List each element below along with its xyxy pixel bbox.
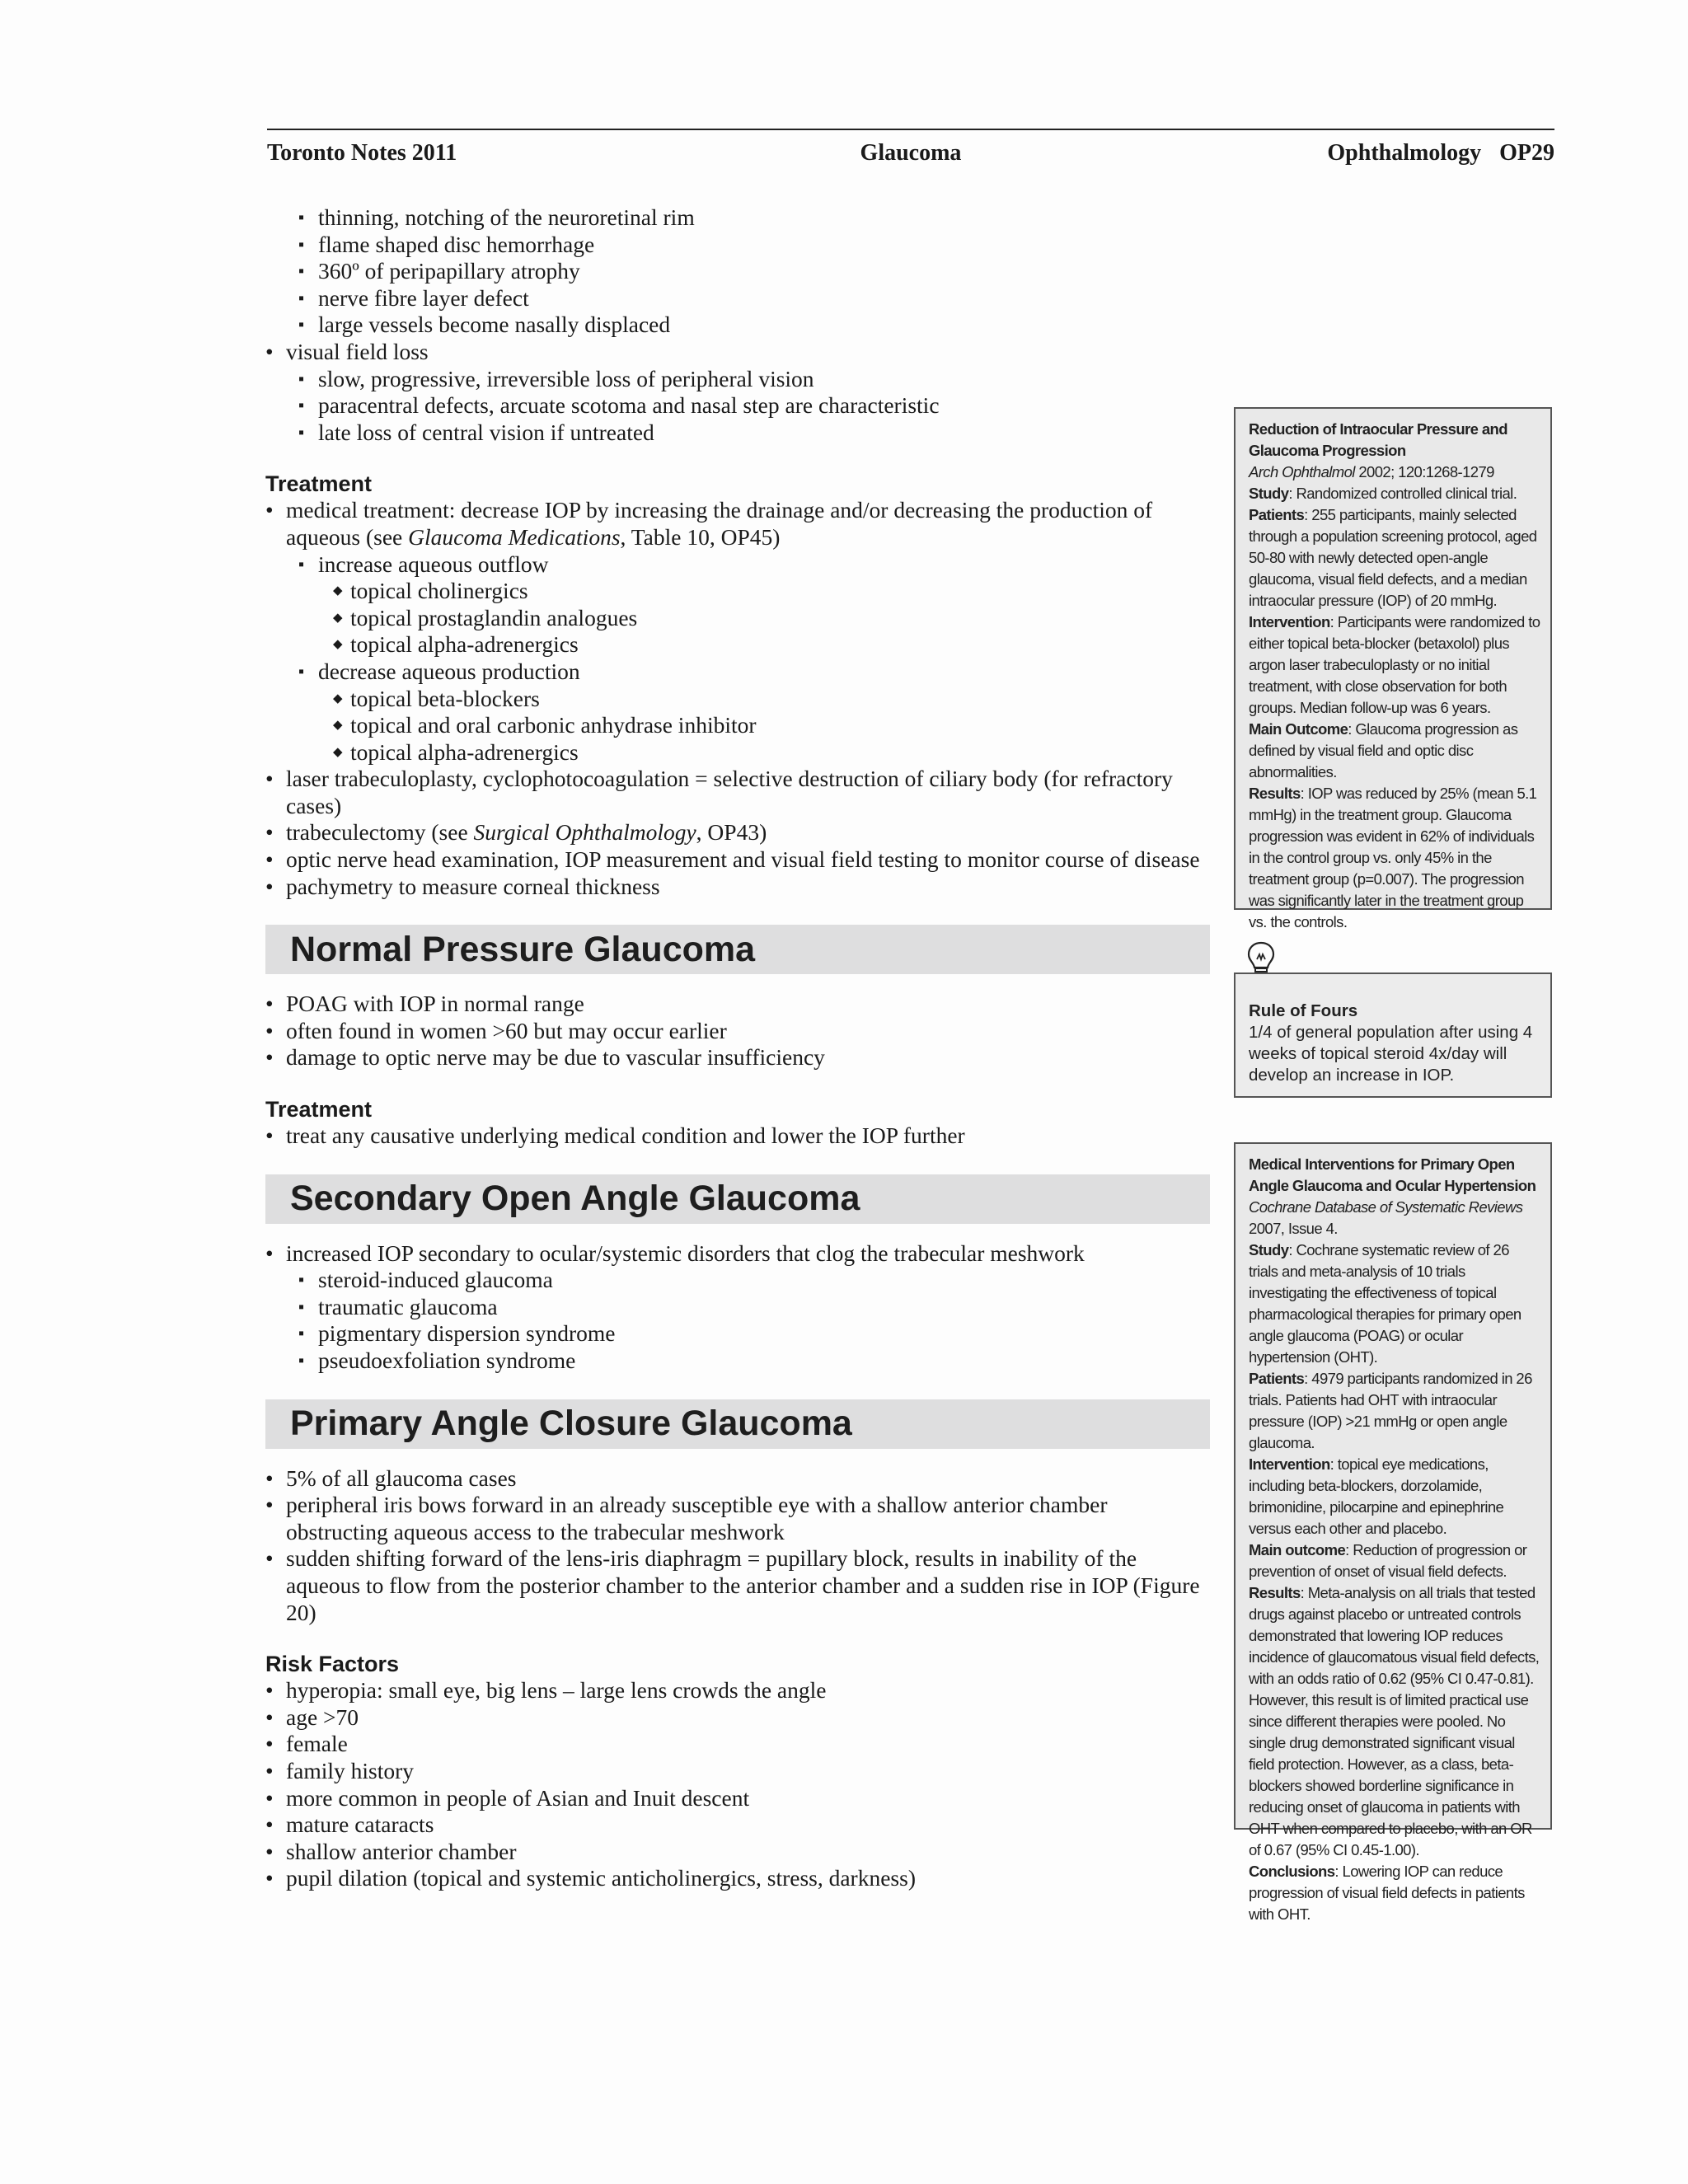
list-item: ▪ thinning, notching of the neuroretinal rim — [265, 204, 1212, 232]
citation-detail: 2002; 120:1268-1279 — [1354, 463, 1494, 480]
main-column — [265, 204, 1212, 1892]
value: : Participants were randomized to either topical beta-blocker (betaxolol) plus argon laser trabeculoplasty or no initial treatment, with close observation for both groups. Median follow-up was 6 years. — [1249, 613, 1540, 716]
list-item: • POAG with IOP in normal range — [265, 991, 1212, 1018]
optic-disc-findings — [265, 204, 1212, 446]
risk-factors-heading: Risk Factors — [265, 1652, 400, 1677]
list-item: ◆ topical alpha-adrenergics — [265, 739, 1212, 766]
list-item: • pachymetry to measure corneal thickness — [265, 874, 1212, 901]
box-body: 1/4 of general population after using 4 weeks of topical steroid 4x/day will develop an increase in IOP. — [1249, 1023, 1533, 1085]
list-item: • hyperopia: small eye, big lens – large lens crowds the angle — [265, 1677, 1212, 1704]
evidence-box-iop-reduction — [1234, 407, 1552, 930]
value: : 255 participants, mainly selected through a population screening protocol, aged 50-80 with newly detected open-angle glaucoma, visual field defects, and a median intraocular pressure (IOP) of 20 mmHg. — [1249, 506, 1537, 609]
list-item: • treat any causative underlying medical condition and lower the IOP further — [265, 1122, 1212, 1150]
label: Study — [1249, 1241, 1289, 1258]
list-item: ▪ decrease aqueous production — [265, 658, 1212, 686]
value: : Lowering IOP can reduce progression of visual field defects in patients with OHT. — [1249, 1863, 1525, 1923]
value: : Reduction of progression or prevention of onset of visual field defects. — [1249, 1541, 1527, 1580]
box-results — [1249, 783, 1540, 933]
value: : Randomized controlled clinical trial. — [1288, 485, 1517, 502]
box-patients — [1249, 504, 1540, 612]
list-item: ▪ traumatic glaucoma — [265, 1294, 1212, 1321]
label: Results — [1249, 1584, 1301, 1601]
list-item: • peripheral iris bows forward in an already susceptible eye with a shallow anterior chamber obstructing aqueous access to the trabecular meshwork — [265, 1492, 1212, 1545]
tip-box-rule-of-fours — [1234, 972, 1552, 1098]
list-item: ▪ 360º of peripapillary atrophy — [265, 258, 1212, 285]
list-item: • damage to optic nerve may be due to vascular insufficiency — [265, 1044, 1212, 1071]
cross-reference: Glaucoma Medications — [408, 523, 621, 550]
cross-reference: Surgical Ophthalmology — [473, 819, 696, 846]
journal-name: Arch Ophthalmol — [1249, 463, 1355, 480]
box-intervention — [1249, 612, 1540, 719]
section-title: Primary Angle Closure Glaucoma — [290, 1404, 852, 1444]
value: : IOP was reduced by 25% (mean 5.1 mmHg) in the treatment group. Glaucoma progression was evident in 62% of individuals in the control group vs. only 45% in the treatment group (p=0.007). The progression was significantly later in the treatment group vs. the controls. — [1249, 785, 1537, 930]
list-item: ◆ topical beta-blockers — [265, 686, 1212, 713]
list-item — [265, 819, 1212, 846]
book-title: Toronto Notes 2011 — [267, 140, 457, 166]
list-item: • family history — [265, 1758, 1212, 1785]
list-item: ▪ pigmentary dispersion syndrome — [265, 1320, 1212, 1347]
list-item: ▪ large vessels become nasally displaced — [265, 312, 1212, 339]
pacg-list — [265, 1465, 1212, 1627]
box-title: Reduction of Intraocular Pressure and Glaucoma Progression — [1249, 420, 1507, 459]
label: Intervention — [1249, 1455, 1330, 1473]
section-heading-pacg — [265, 1399, 1210, 1449]
value: : topical eye medications, including beta-blockers, dorzolamide, brimonidine, pilocarpine and epinephrine versus each other and placebo. — [1249, 1455, 1504, 1537]
list-item: ▪ increase aqueous outflow — [265, 551, 1212, 579]
label: Intervention — [1249, 613, 1330, 630]
header-rule — [267, 129, 1554, 130]
running-header — [267, 140, 1554, 173]
label: Conclusions — [1249, 1863, 1335, 1880]
poag-treatment-list — [265, 497, 1212, 900]
section-heading-npg — [265, 925, 1210, 974]
list-item: • increased IOP secondary to ocular/systemic disorders that clog the trabecular meshwork — [265, 1240, 1212, 1268]
page-label — [1327, 140, 1554, 166]
list-item: • 5% of all glaucoma cases — [265, 1465, 1212, 1493]
label: Main Outcome — [1249, 720, 1348, 738]
label: Patients — [1249, 1370, 1305, 1387]
list-item: • laser trabeculoplasty, cyclophotocoagulation = selective destruction of ciliary body (for refractory cases) — [265, 766, 1212, 819]
medical-text: medical treatment: decrease IOP by increasing the drainage and/or decreasing the production of aqueous (see — [286, 497, 1153, 550]
label: Patients — [1249, 506, 1305, 523]
list-item: • female — [265, 1731, 1212, 1758]
list-item: • age >70 — [265, 1704, 1212, 1732]
value: : 4979 participants randomized in 26 trials. Patients had OHT with intraocular pressure (IOP) >21 mmHg or open angle glaucoma. — [1249, 1370, 1532, 1451]
box-conclusions — [1249, 1861, 1540, 1925]
page-number: OP29 — [1499, 140, 1554, 166]
section-heading-soag — [265, 1174, 1210, 1224]
box-citation — [1249, 1197, 1540, 1240]
treatment-heading: Treatment — [265, 1097, 373, 1122]
list-item: ◆ topical alpha-adrenergics — [265, 631, 1212, 658]
risk-factors-list — [265, 1677, 1212, 1892]
box-study — [1249, 1240, 1540, 1368]
box-intervention — [1249, 1454, 1540, 1540]
list-item: • sudden shifting forward of the lens-iris diaphragm = pupillary block, results in inability of the aqueous to flow from the posterior chamber to the anterior chamber and a sudden rise in IOP (Figure 20) — [265, 1545, 1212, 1626]
section-title: Secondary Open Angle Glaucoma — [290, 1179, 860, 1219]
list-item: ▪ flame shaped disc hemorrhage — [265, 232, 1212, 259]
list-item: • more common in people of Asian and Inuit descent — [265, 1785, 1212, 1812]
list-item: ◆ topical and oral carbonic anhydrase inhibitor — [265, 712, 1212, 739]
soag-list — [265, 1240, 1212, 1375]
list-item: ◆ topical prostaglandin analogues — [265, 605, 1212, 632]
treatment-heading: Treatment — [265, 471, 373, 497]
list-item: ▪ pseudoexfoliation syndrome — [265, 1347, 1212, 1375]
list-item: ▪ paracentral defects, arcuate scotoma and nasal step are characteristic — [265, 392, 1212, 419]
list-item: • shallow anterior chamber — [265, 1839, 1212, 1866]
label: Results — [1249, 785, 1301, 802]
label: Main outcome — [1249, 1541, 1346, 1558]
box-citation — [1249, 462, 1540, 483]
label: Study — [1249, 485, 1289, 502]
box-title: Medical Interventions for Primary Open Angle Glaucoma and Ocular Hypertension — [1249, 1155, 1536, 1194]
box-outcome — [1249, 1540, 1540, 1582]
value: : Meta-analysis on all trials that tested drugs against placebo or untreated controls demonstrated that lowering IOP reduces incidence of glaucomatous visual field defects, with an odds ratio of 0.62 (95% CI 0.47-0.81). However, this result is of limited practical use since different therapies were pooled. No single drug demonstrated significant visual field protection. However, as a class, beta-blockers showed borderline significance in reducing onset of glaucoma in patients with OHT when compared to placebo, with an OR of 0.67 (95% CI 0.45-1.00). — [1249, 1584, 1540, 1858]
journal-name: Cochrane Database of Systematic Reviews — [1249, 1198, 1523, 1216]
citation-detail: 2007, Issue 4. — [1249, 1220, 1338, 1237]
box-outcome — [1249, 719, 1540, 783]
list-item: ▪ steroid-induced glaucoma — [265, 1267, 1212, 1294]
list-item: ▪ slow, progressive, irreversible loss of peripheral vision — [265, 366, 1212, 393]
list-item: ◆ topical cholinergics — [265, 578, 1212, 605]
trab-text-end: , OP43) — [696, 819, 767, 846]
chapter-title: Glaucoma — [860, 140, 962, 166]
list-item: • pupil dilation (topical and systemic anticholinergics, stress, darkness) — [265, 1865, 1212, 1892]
box-results — [1249, 1582, 1540, 1861]
list-item: • optic nerve head examination, IOP measurement and visual field testing to monitor course of disease — [265, 846, 1212, 874]
box-patients — [1249, 1368, 1540, 1454]
list-item — [265, 497, 1212, 551]
list-item: • mature cataracts — [265, 1811, 1212, 1839]
section-name: Ophthalmology — [1327, 140, 1482, 166]
value: : Cochrane systematic review of 26 trials and meta-analysis of 10 trials investigating the effectiveness of topical pharmacological therapies for primary open angle glaucoma (POAG) or ocular hypertension (OHT). — [1249, 1241, 1522, 1366]
trab-text: trabeculectomy (see — [286, 819, 474, 846]
npg-treatment-list — [265, 1122, 1212, 1150]
list-item: • visual field loss — [265, 339, 1212, 366]
list-item: ▪ late loss of central vision if untreated — [265, 419, 1212, 447]
section-title: Normal Pressure Glaucoma — [290, 929, 756, 969]
list-item: • often found in women >60 but may occur earlier — [265, 1018, 1212, 1045]
medical-text-end: , Table 10, OP45) — [620, 523, 781, 550]
box-title: Rule of Fours — [1249, 1001, 1358, 1020]
box-study — [1249, 483, 1540, 504]
list-item: ▪ nerve fibre layer defect — [265, 285, 1212, 312]
value: : Glaucoma progression as defined by visual field and optic disc abnormalities. — [1249, 720, 1518, 780]
npg-list — [265, 991, 1212, 1071]
evidence-box-medical-interventions — [1234, 1142, 1552, 1923]
